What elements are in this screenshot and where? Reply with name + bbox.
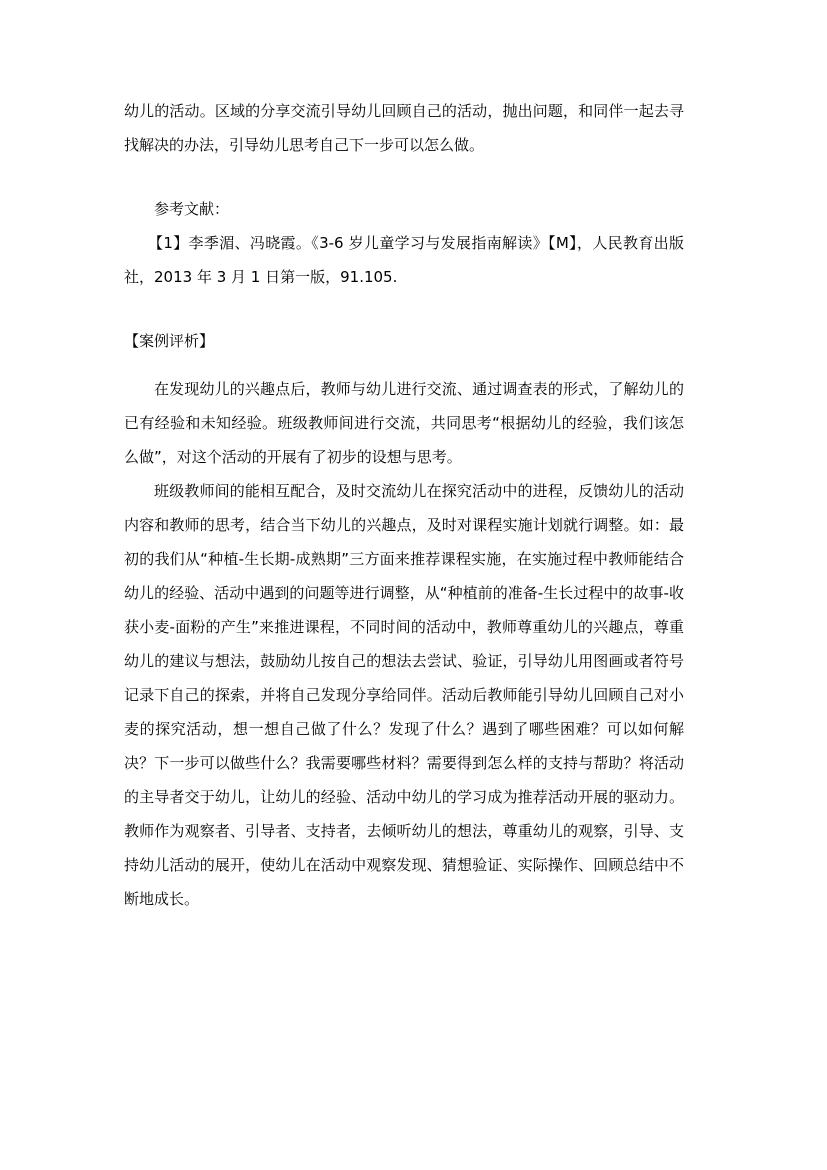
- evaluation-heading: 【案例评析】: [124, 332, 215, 350]
- evaluation-section: [124, 324, 684, 916]
- intro-paragraph: 幼儿的活动。区域的分享交流引导幼儿回顾自己的活动，抛出问题，和同伴一起去寻找解决的办法，引导幼儿思考自己下一步可以怎么做。: [124, 102, 684, 154]
- reference-item: 【1】李季湄、冯晓霞。《3-6 岁儿童学习与发展指南解读》【M】，人民教育出版社，2013 年 3 月 1 日第一版，91.105.: [124, 234, 684, 286]
- references-title: 参考文献：: [154, 200, 230, 218]
- references-section: [124, 192, 684, 294]
- intro-section: [124, 94, 684, 162]
- evaluation-paragraph-1: 在发现幼儿的兴趣点后，教师与幼儿进行交流、通过调查表的形式，了解幼儿的已有经验和未知经验。班级教师间进行交流，共同思考“根据幼儿的经验，我们该怎么做”，对这个活动的开展有了初步的设想与思考。: [124, 380, 684, 466]
- evaluation-body: [124, 372, 684, 916]
- evaluation-paragraph-2: 班级教师间的能相互配合，及时交流幼儿在探究活动中的进程，反馈幼儿的活动内容和教师的思考，结合当下幼儿的兴趣点，及时对课程实施计划就行调整。如：最初的我们从“种植-生长期-成熟期”三方面来推荐课程实施，在实施过程中教师能结合幼儿的经验、活动中遇到的问题等进行调整，从“种植前的准备-生长过程中的故事-收获小麦-面粉的产生”来推进课程，不同时间的活动中，教师尊重幼儿的兴趣点，尊重幼儿的建议与想法，鼓励幼儿按自己的想法去尝试、验证，引导幼儿用图画或者符号记录下自己的探索，并将自己发现分享给同伴。活动后教师能引导幼儿回顾自己对小麦的探究活动，想一想自己做了什么？发现了什么？遇到了哪些困难？可以如何解决？下一步可以做些什么？我需要哪些材料？需要得到怎么样的支持与帮助？将活动的主导者交于幼儿，让幼儿的经验、活动中幼儿的学习成为推荐活动开展的驱动力。教师作为观察者、引导者、支持者，去倾听幼儿的想法，尊重幼儿的观察，引导、支持幼儿活动的展开，使幼儿在活动中观察发现、猜想验证、实际操作、回顾总结中不断地成长。: [124, 482, 684, 908]
